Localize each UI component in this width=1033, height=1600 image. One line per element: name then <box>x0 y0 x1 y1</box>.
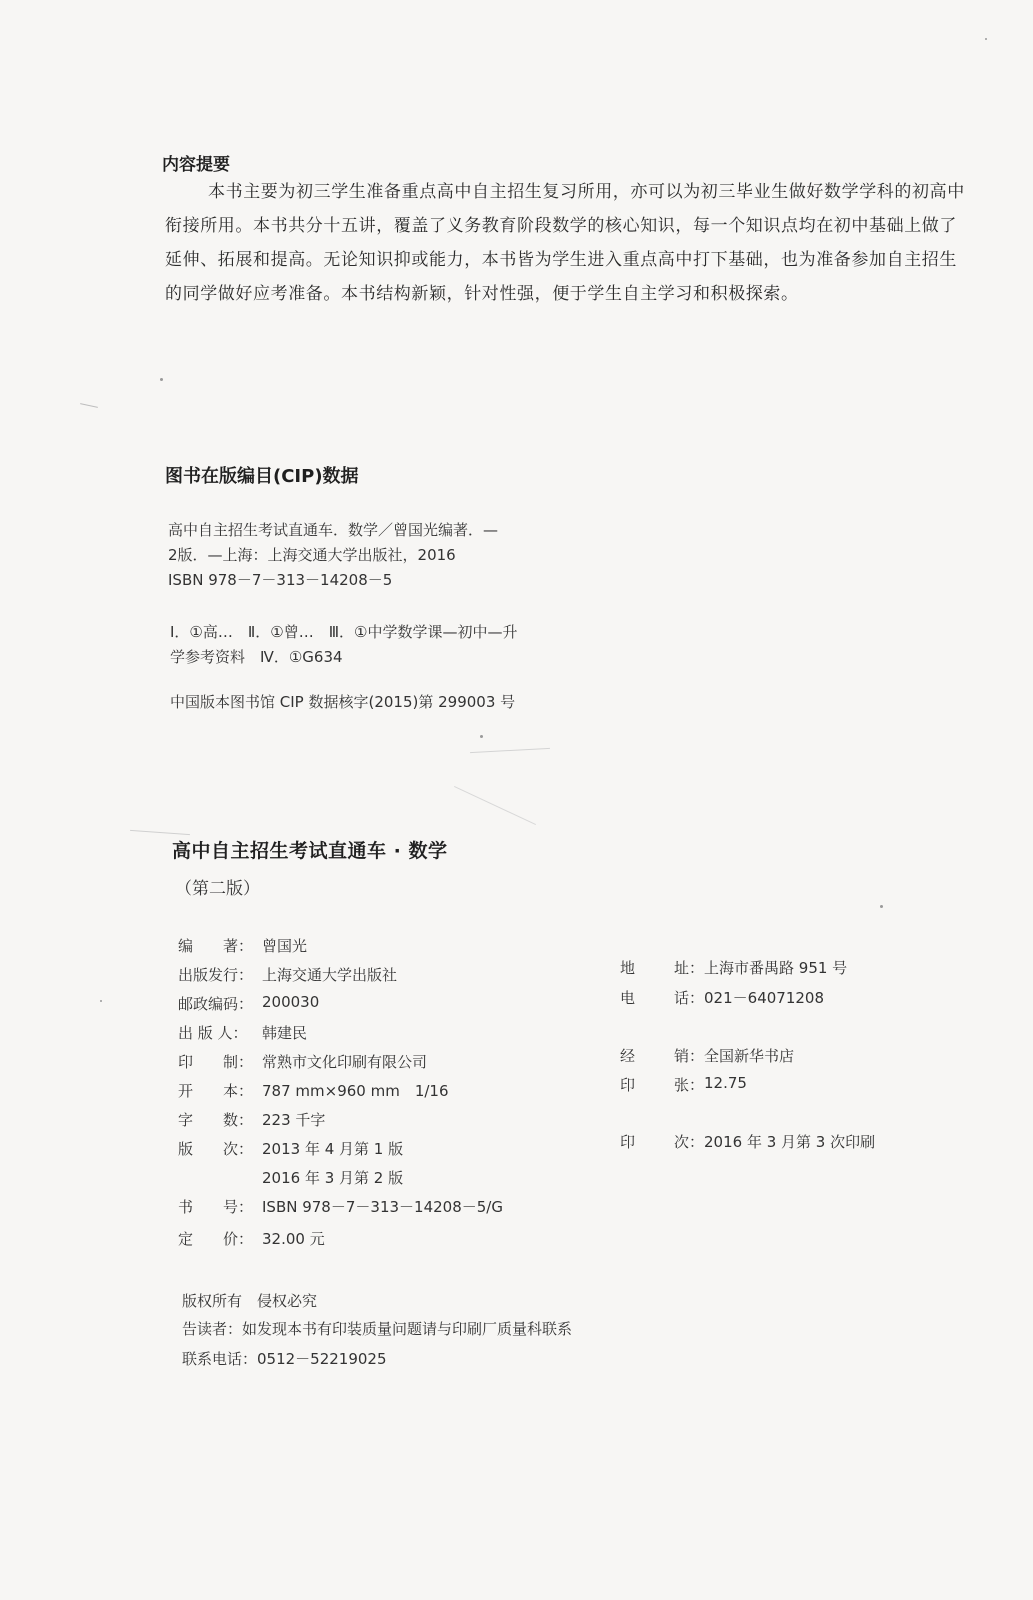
detail-row-address <box>620 957 847 978</box>
detail-value: 200030 <box>262 993 320 1011</box>
detail-value: 韩建民 <box>262 1024 308 1042</box>
detail-row-format <box>178 1080 449 1101</box>
detail-label <box>178 1167 262 1188</box>
reader-notice: 告读者：如发现本书有印装质量问题请与印刷厂质量科联系 <box>182 1320 573 1338</box>
detail-value: 曾国光 <box>262 937 308 955</box>
summary-body: 本书主要为初三学生准备重点高中自主招生复习所用，亦可以为初三毕业生做好数学学科的初高中衔接所用。本书共分十五讲，覆盖了义务教育阶段数学的核心知识，每一个知识点均在初中基础上做了延伸、拓展和提高。无论知识抑或能力，本书皆为学生进入重点高中打下基础，也为准备参加自主招生的同学做好应考准备。本书结构新颖，针对性强，便于学生自主学习和积极探索。 <box>165 182 965 304</box>
detail-label: 邮政编码： <box>178 995 254 1013</box>
detail-value: 上海市番禺路 951 号 <box>704 959 848 977</box>
cip-class-2: 学参考资料 Ⅳ．①G634 <box>170 648 343 666</box>
detail-label: 印 <box>620 1076 636 1094</box>
detail-row-author <box>178 935 307 956</box>
cip-isbn: ISBN 978－7－313－14208－5 <box>168 571 393 589</box>
detail-label: 书 号： <box>178 1198 254 1216</box>
detail-value: 32.00 元 <box>262 1230 325 1248</box>
cip-line-1: 高中自主招生考试直通车．数学／曾国光编著．— <box>168 521 499 539</box>
detail-label-tail: 次： <box>674 1133 705 1151</box>
detail-label: 开 本： <box>178 1082 254 1100</box>
scan-streak <box>454 786 536 825</box>
detail-label: 定 价： <box>178 1230 254 1248</box>
detail-value: 223 千字 <box>262 1111 326 1129</box>
detail-value: 787 mm×960 mm 1/16 <box>262 1082 449 1100</box>
cip-heading: 图书在版编目(CIP)数据 <box>165 466 359 487</box>
book-title: 高中自主招生考试直通车 · 数学 <box>172 840 448 862</box>
book-edition: （第二版） <box>175 879 260 899</box>
detail-label: 版 次： <box>178 1140 254 1158</box>
detail-label-tail: 址： <box>674 959 705 977</box>
detail-row-printing <box>620 1131 875 1152</box>
detail-row-distributor <box>620 1045 794 1066</box>
detail-label: 印 制： <box>178 1053 254 1071</box>
detail-row-isbn <box>178 1196 503 1217</box>
detail-label-tail: 话： <box>674 989 705 1007</box>
detail-label: 印 <box>620 1133 636 1151</box>
scan-speck <box>160 378 163 381</box>
detail-value: 2016 年 3 月第 3 次印刷 <box>704 1133 876 1151</box>
scan-streak <box>470 748 550 753</box>
scan-speck <box>100 1000 102 1002</box>
detail-label-tail: 张： <box>674 1076 705 1094</box>
detail-row-edition <box>178 1138 403 1159</box>
detail-label: 经 <box>620 1047 636 1065</box>
detail-label: 出版发行： <box>178 966 254 984</box>
detail-row-postcode <box>178 993 319 1014</box>
detail-row-price <box>178 1228 325 1249</box>
detail-row-publisher-person <box>178 1022 307 1043</box>
detail-label: 字 数： <box>178 1111 254 1129</box>
detail-value: 2016 年 3 月第 2 版 <box>262 1169 404 1187</box>
scan-speck <box>985 38 987 40</box>
detail-label: 编 著： <box>178 937 254 955</box>
detail-value: 2013 年 4 月第 1 版 <box>262 1140 404 1158</box>
detail-value: 12.75 <box>704 1074 747 1092</box>
scan-streak <box>130 830 190 835</box>
scan-speck <box>880 905 883 908</box>
detail-value: 021－64071208 <box>704 989 824 1007</box>
detail-row-phone <box>620 987 824 1008</box>
detail-value: 全国新华书店 <box>704 1047 795 1065</box>
scan-streak <box>80 403 98 408</box>
cip-line-2: 2版．—上海：上海交通大学出版社，2016 <box>168 546 456 564</box>
detail-row-edition-2 <box>178 1167 403 1188</box>
detail-value: 常熟市文化印刷有限公司 <box>262 1053 428 1071</box>
cip-number: 中国版本图书馆 CIP 数据核字(2015)第 299003 号 <box>170 693 516 711</box>
detail-row-publisher <box>178 964 397 985</box>
scan-speck <box>480 735 483 738</box>
detail-label: 出 版 人： <box>178 1024 248 1042</box>
detail-label: 地 <box>620 959 636 977</box>
detail-row-word-count <box>178 1109 325 1130</box>
detail-value: 上海交通大学出版社 <box>262 966 398 984</box>
copyright-notice: 版权所有 侵权必究 <box>182 1292 318 1310</box>
cip-class-1: Ⅰ．①高… Ⅱ．①曾… Ⅲ．①中学数学课—初中—升 <box>170 623 518 641</box>
detail-label-tail: 销： <box>674 1047 705 1065</box>
detail-label: 电 <box>620 989 636 1007</box>
detail-row-sheets <box>620 1074 747 1095</box>
contact-phone: 联系电话：0512－52219025 <box>182 1350 387 1368</box>
detail-value: ISBN 978－7－313－14208－5/G <box>262 1198 503 1216</box>
detail-row-printer <box>178 1051 427 1072</box>
summary-heading: 内容提要 <box>162 155 230 175</box>
